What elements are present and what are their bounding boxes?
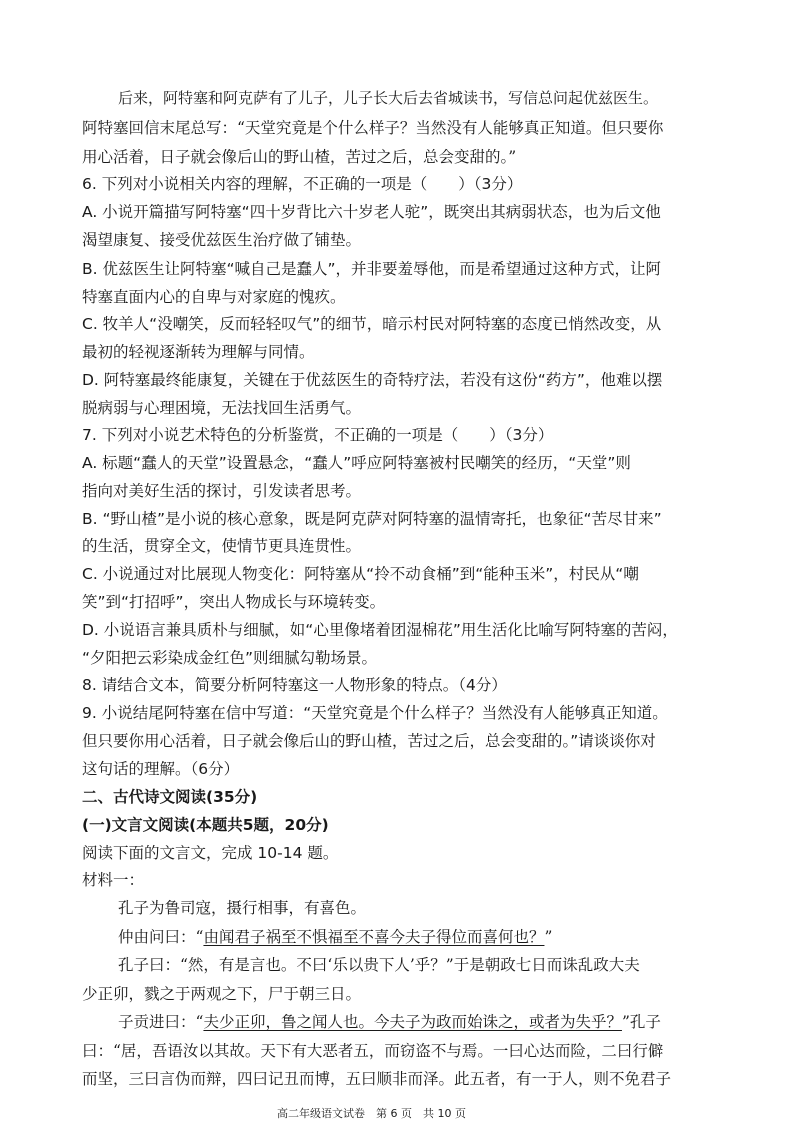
classical-paragraph-cont: 而坚，三曰言伪而辩，四曰记丑而博，五曰顺非而泽。此五者，有一于人，则不免君子: [82, 1070, 672, 1088]
question-9-stem: 9. 小说结尾阿特塞在信中写道：“天堂究竟是个什么样子？当然没有人能够真正知道。: [82, 704, 668, 722]
q6-option-b: B. 优兹医生让阿特塞“喊自己是蠢人”，并非要羞辱他，而是希望通过这种方式，让阿: [82, 260, 662, 278]
reading-instruction: 阅读下面的文言文，完成 10-14 题。: [82, 844, 339, 862]
q6-option-d: D. 阿特塞最终能康复，关键在于优兹医生的奇特疗法，若没有这份“药方”，他难以摆: [82, 371, 663, 389]
q7-option-d: D. 小说语言兼具质朴与细腻，如“心里像堵着团湿棉花”用生活化比喻写阿特塞的苦闷，: [82, 621, 678, 639]
story-paragraph: 阿特塞回信末尾总写：“天堂究竟是个什么样子？当然没有人能够真正知道。但只要你: [82, 119, 664, 137]
q6-option-a-cont: 渴望康复、接受优兹医生治疗做了铺垫。: [82, 231, 362, 249]
q7-option-d-cont: “夕阳把云彩染成金红色”则细腻勾勒场景。: [82, 649, 378, 667]
q7-option-b: B. “野山楂”是小说的核心意象，既是阿克萨对阿特塞的温情寄托，也象征“苦尽甘来”: [82, 510, 662, 528]
classical-paragraph: [118, 1015, 661, 1031]
page-footer: 高二年级语文试卷 第 6 页 共 10 页: [277, 1107, 466, 1120]
classical-paragraph: 孔子为鲁司寇，摄行相事，有喜色。: [118, 899, 367, 917]
q7-option-c: C. 小说通过对比展现人物变化：阿特塞从“拎不动食桶”到“能种玉米”，村民从“嘲: [82, 565, 639, 583]
classical-paragraph: 孔子曰：“然，有是言也。不曰‘乐以贵下人’乎？”于是朝政七日而诛乱政大夫: [118, 956, 640, 974]
q7-option-b-cont: 的生活，贯穿全文，使情节更具连贯性。: [82, 537, 362, 555]
question-7-stem: 7. 下列对小说艺术特色的分析鉴赏，不正确的一项是（ ）（3分）: [82, 426, 554, 444]
question-9-stem-cont: 但只要你用心活着，日子就会像后山的野山楂，苦过之后，总会变甜的。”请谈谈你对: [82, 732, 656, 750]
q7-option-a: A. 标题“蠢人的天堂”设置悬念，“蠢人”呼应阿特塞被村民嘲笑的经历，“天堂”则: [82, 454, 631, 472]
subsection-title: (一)文言文阅读(本题共5题，20分): [82, 816, 329, 834]
classical-text: ”孔子: [621, 1013, 661, 1031]
question-6-stem: 6. 下列对小说相关内容的理解，不正确的一项是（ ）（3分）: [82, 175, 523, 193]
story-paragraph: 后来，阿特塞和阿克萨有了儿子，儿子长大后去省城读书，写信总问起优兹医生。: [118, 89, 659, 107]
q6-option-c: C. 牧羊人“没嘲笑，反而轻轻叹气”的细节，暗示村民对阿特塞的态度已悄然改变，从: [82, 315, 662, 333]
question-9-stem-cont: 这句话的理解。（6分）: [82, 760, 240, 778]
q7-option-a-cont: 指向对美好生活的探讨，引发读者思考。: [82, 482, 362, 500]
q6-option-b-cont: 特塞直面内心的自卑与对家庭的愧疚。: [82, 288, 346, 306]
story-paragraph: 用心活着，日子就会像后山的野山楂，苦过之后，总会变甜的。”: [82, 148, 517, 166]
underlined-sentence: 夫少正卯，鲁之闻人也。今夫子为政而始诛之，或者为失乎？: [203, 1013, 622, 1031]
classical-text: ”: [544, 928, 553, 946]
classical-paragraph-cont: 曰：“居，吾语汝以其故。天下有大恶者五，而窃盗不与焉。一曰心达而险，二曰行僻: [82, 1042, 664, 1060]
q6-option-c-cont: 最初的轻视逐渐转为理解与同情。: [82, 343, 315, 361]
q6-option-a: A. 小说开篇描写阿特塞“四十岁背比六十岁老人驼”，既突出其病弱状态，也为后文他: [82, 203, 661, 221]
classical-text: 子贡进曰：“: [118, 1013, 204, 1031]
underlined-sentence: 由闻君子祸至不惧福至不喜今夫子得位而喜何也？: [203, 928, 545, 946]
section-title: 二、古代诗文阅读(35分): [82, 788, 258, 806]
q7-option-c-cont: 笑”到“打招呼”，突出人物成长与环境转变。: [82, 593, 386, 611]
classical-paragraph-cont: 少正卯，戮之于两观之下，尸于朝三日。: [82, 985, 362, 1003]
material-label: 材料一：: [82, 871, 145, 889]
question-8-stem: 8. 请结合文本，简要分析阿特塞这一人物形象的特点。（4分）: [82, 676, 507, 694]
classical-text: 仲由问曰：“: [118, 928, 204, 946]
q6-option-d-cont: 脱病弱与心理困境，无法找回生活勇气。: [82, 399, 362, 417]
classical-paragraph: [118, 930, 552, 946]
